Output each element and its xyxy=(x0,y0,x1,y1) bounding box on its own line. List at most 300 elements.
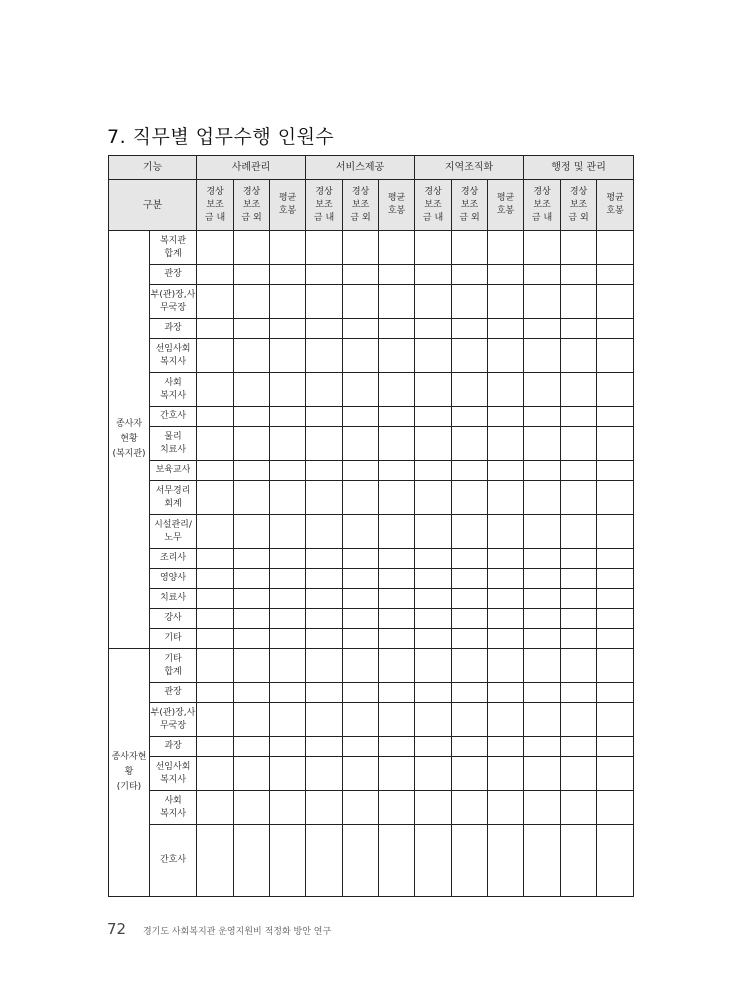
data-cell[interactable] xyxy=(415,373,452,407)
data-cell[interactable] xyxy=(379,791,415,825)
data-cell[interactable] xyxy=(524,461,561,481)
data-cell[interactable] xyxy=(306,373,343,407)
data-cell[interactable] xyxy=(379,549,415,569)
data-cell[interactable] xyxy=(452,319,488,339)
data-cell[interactable] xyxy=(306,589,343,609)
data-cell[interactable] xyxy=(488,825,524,897)
data-cell[interactable] xyxy=(452,649,488,683)
group-header-administration: 행정 및 관리 xyxy=(524,156,634,180)
data-cell[interactable] xyxy=(524,407,561,427)
data-cell[interactable] xyxy=(415,265,452,285)
row-label: 부(관)장,사 무국장 xyxy=(150,285,197,319)
data-cell[interactable] xyxy=(488,231,524,265)
data-cell[interactable] xyxy=(270,515,306,549)
data-cell[interactable] xyxy=(561,737,597,757)
data-cell[interactable] xyxy=(379,629,415,649)
data-cell[interactable] xyxy=(270,569,306,589)
data-cell[interactable] xyxy=(561,339,597,373)
data-cell[interactable] xyxy=(597,515,634,549)
data-cell[interactable] xyxy=(561,231,597,265)
data-cell[interactable] xyxy=(306,427,343,461)
data-cell[interactable] xyxy=(561,609,597,629)
data-cell[interactable] xyxy=(197,339,234,373)
data-cell[interactable] xyxy=(234,549,270,569)
data-cell[interactable] xyxy=(379,339,415,373)
data-cell[interactable] xyxy=(234,649,270,683)
data-cell[interactable] xyxy=(524,703,561,737)
data-cell[interactable] xyxy=(488,461,524,481)
data-cell[interactable] xyxy=(197,461,234,481)
data-cell[interactable] xyxy=(524,683,561,703)
data-cell[interactable] xyxy=(306,791,343,825)
data-cell[interactable] xyxy=(452,407,488,427)
data-cell[interactable] xyxy=(524,339,561,373)
data-cell[interactable] xyxy=(597,629,634,649)
data-cell[interactable] xyxy=(234,569,270,589)
data-cell[interactable] xyxy=(343,285,379,319)
data-cell[interactable] xyxy=(488,703,524,737)
data-cell[interactable] xyxy=(379,649,415,683)
sub-header-cell: 평균 호봉 xyxy=(270,180,306,231)
data-cell[interactable] xyxy=(488,569,524,589)
table-row xyxy=(109,407,634,427)
row-label: 기타 합계 xyxy=(150,649,197,683)
data-cell[interactable] xyxy=(415,737,452,757)
data-cell[interactable] xyxy=(415,427,452,461)
data-cell[interactable] xyxy=(452,629,488,649)
data-cell[interactable] xyxy=(379,481,415,515)
data-cell[interactable] xyxy=(597,683,634,703)
data-cell[interactable] xyxy=(597,373,634,407)
data-cell[interactable] xyxy=(561,319,597,339)
data-cell[interactable] xyxy=(561,461,597,481)
data-cell[interactable] xyxy=(306,231,343,265)
data-cell[interactable] xyxy=(488,339,524,373)
data-cell[interactable] xyxy=(306,265,343,285)
data-cell[interactable] xyxy=(306,549,343,569)
data-cell[interactable] xyxy=(524,629,561,649)
data-cell[interactable] xyxy=(234,407,270,427)
data-cell[interactable] xyxy=(597,427,634,461)
data-cell[interactable] xyxy=(197,589,234,609)
data-cell[interactable] xyxy=(452,569,488,589)
data-cell[interactable] xyxy=(488,737,524,757)
data-cell[interactable] xyxy=(270,549,306,569)
data-cell[interactable] xyxy=(234,461,270,481)
data-cell[interactable] xyxy=(197,703,234,737)
data-cell[interactable] xyxy=(306,285,343,319)
table-row xyxy=(109,609,634,629)
data-cell[interactable] xyxy=(306,569,343,589)
data-cell[interactable] xyxy=(379,569,415,589)
data-cell[interactable] xyxy=(270,683,306,703)
data-cell[interactable] xyxy=(452,373,488,407)
data-cell[interactable] xyxy=(379,683,415,703)
data-cell[interactable] xyxy=(452,683,488,703)
data-cell[interactable] xyxy=(597,569,634,589)
data-cell[interactable] xyxy=(270,589,306,609)
data-cell[interactable] xyxy=(524,481,561,515)
data-cell[interactable] xyxy=(306,339,343,373)
row-label: 영양사 xyxy=(150,569,197,589)
data-cell[interactable] xyxy=(597,231,634,265)
data-cell[interactable] xyxy=(415,703,452,737)
data-cell[interactable] xyxy=(452,481,488,515)
data-cell[interactable] xyxy=(306,461,343,481)
data-cell[interactable] xyxy=(415,319,452,339)
table-row xyxy=(109,683,634,703)
data-cell[interactable] xyxy=(234,757,270,791)
data-cell[interactable] xyxy=(415,649,452,683)
data-cell[interactable] xyxy=(415,757,452,791)
data-cell[interactable] xyxy=(197,265,234,285)
data-cell[interactable] xyxy=(488,757,524,791)
data-cell[interactable] xyxy=(561,549,597,569)
data-cell[interactable] xyxy=(415,549,452,569)
data-cell[interactable] xyxy=(561,427,597,461)
data-cell[interactable] xyxy=(379,609,415,629)
data-cell[interactable] xyxy=(488,589,524,609)
data-cell[interactable] xyxy=(597,737,634,757)
data-cell[interactable] xyxy=(197,231,234,265)
data-cell[interactable] xyxy=(379,703,415,737)
data-cell[interactable] xyxy=(379,589,415,609)
data-cell[interactable] xyxy=(306,757,343,791)
data-cell[interactable] xyxy=(379,825,415,897)
data-cell[interactable] xyxy=(343,791,379,825)
data-cell[interactable] xyxy=(597,285,634,319)
data-cell[interactable] xyxy=(561,703,597,737)
data-cell[interactable] xyxy=(197,791,234,825)
data-cell[interactable] xyxy=(561,825,597,897)
data-cell[interactable] xyxy=(597,407,634,427)
data-cell[interactable] xyxy=(306,825,343,897)
data-cell[interactable] xyxy=(561,481,597,515)
data-cell[interactable] xyxy=(415,569,452,589)
data-cell[interactable] xyxy=(197,629,234,649)
page-title: 7. 직무별 업무수행 인원수 xyxy=(107,126,335,148)
data-cell[interactable] xyxy=(379,407,415,427)
data-cell[interactable] xyxy=(270,629,306,649)
data-cell[interactable] xyxy=(234,319,270,339)
data-cell[interactable] xyxy=(270,373,306,407)
data-cell[interactable] xyxy=(343,339,379,373)
data-cell[interactable] xyxy=(234,629,270,649)
data-cell[interactable] xyxy=(415,791,452,825)
data-cell[interactable] xyxy=(415,825,452,897)
data-cell[interactable] xyxy=(488,373,524,407)
data-cell[interactable] xyxy=(270,319,306,339)
data-cell[interactable] xyxy=(379,231,415,265)
data-cell[interactable] xyxy=(379,427,415,461)
data-cell[interactable] xyxy=(343,629,379,649)
data-cell[interactable] xyxy=(452,461,488,481)
data-cell[interactable] xyxy=(561,265,597,285)
data-cell[interactable] xyxy=(524,515,561,549)
data-cell[interactable] xyxy=(197,373,234,407)
data-cell[interactable] xyxy=(197,757,234,791)
row-label: 관장 xyxy=(150,683,197,703)
data-cell[interactable] xyxy=(197,649,234,683)
data-cell[interactable] xyxy=(270,791,306,825)
data-cell[interactable] xyxy=(197,737,234,757)
data-cell[interactable] xyxy=(524,319,561,339)
data-cell[interactable] xyxy=(597,791,634,825)
data-cell[interactable] xyxy=(197,609,234,629)
data-cell[interactable] xyxy=(597,481,634,515)
data-cell[interactable] xyxy=(197,319,234,339)
data-cell[interactable] xyxy=(597,609,634,629)
data-cell[interactable] xyxy=(524,549,561,569)
data-cell[interactable] xyxy=(524,427,561,461)
data-cell[interactable] xyxy=(270,703,306,737)
data-cell[interactable] xyxy=(561,649,597,683)
data-cell[interactable] xyxy=(524,649,561,683)
data-cell[interactable] xyxy=(524,373,561,407)
data-cell[interactable] xyxy=(343,569,379,589)
data-cell[interactable] xyxy=(343,407,379,427)
data-cell[interactable] xyxy=(234,609,270,629)
data-cell[interactable] xyxy=(488,609,524,629)
data-cell[interactable] xyxy=(415,407,452,427)
data-cell[interactable] xyxy=(270,609,306,629)
data-cell[interactable] xyxy=(561,683,597,703)
data-cell[interactable] xyxy=(488,285,524,319)
data-cell[interactable] xyxy=(197,683,234,703)
data-cell[interactable] xyxy=(488,407,524,427)
data-cell[interactable] xyxy=(524,265,561,285)
table-row xyxy=(109,549,634,569)
data-cell[interactable] xyxy=(597,589,634,609)
data-cell[interactable] xyxy=(488,549,524,569)
data-cell[interactable] xyxy=(597,265,634,285)
data-cell[interactable] xyxy=(234,589,270,609)
data-cell[interactable] xyxy=(379,461,415,481)
table-row xyxy=(109,231,634,265)
data-cell[interactable] xyxy=(488,515,524,549)
data-cell[interactable] xyxy=(561,757,597,791)
function-header: 기능 xyxy=(109,156,197,180)
data-cell[interactable] xyxy=(597,703,634,737)
data-cell[interactable] xyxy=(343,703,379,737)
data-cell[interactable] xyxy=(234,285,270,319)
sub-header-cell: 경상 보조 금 내 xyxy=(306,180,343,231)
data-cell[interactable] xyxy=(343,589,379,609)
data-cell[interactable] xyxy=(452,265,488,285)
data-cell[interactable] xyxy=(561,791,597,825)
data-cell[interactable] xyxy=(234,737,270,757)
data-cell[interactable] xyxy=(270,265,306,285)
data-cell[interactable] xyxy=(379,515,415,549)
data-cell[interactable] xyxy=(234,703,270,737)
data-cell[interactable] xyxy=(306,319,343,339)
table-row xyxy=(109,737,634,757)
data-cell[interactable] xyxy=(452,549,488,569)
data-cell[interactable] xyxy=(197,569,234,589)
data-cell[interactable] xyxy=(343,265,379,285)
data-cell[interactable] xyxy=(343,683,379,703)
data-cell[interactable] xyxy=(270,461,306,481)
data-cell[interactable] xyxy=(415,609,452,629)
data-cell[interactable] xyxy=(415,461,452,481)
data-cell[interactable] xyxy=(270,407,306,427)
data-cell[interactable] xyxy=(488,481,524,515)
data-cell[interactable] xyxy=(415,231,452,265)
data-cell[interactable] xyxy=(379,373,415,407)
group-header-case-management: 사례관리 xyxy=(197,156,306,180)
data-cell[interactable] xyxy=(306,481,343,515)
data-cell[interactable] xyxy=(597,825,634,897)
data-cell[interactable] xyxy=(524,285,561,319)
data-cell[interactable] xyxy=(270,427,306,461)
data-cell[interactable] xyxy=(488,629,524,649)
data-cell[interactable] xyxy=(524,609,561,629)
data-cell[interactable] xyxy=(306,515,343,549)
data-cell[interactable] xyxy=(197,427,234,461)
data-cell[interactable] xyxy=(415,339,452,373)
data-cell[interactable] xyxy=(452,609,488,629)
data-cell[interactable] xyxy=(597,757,634,791)
data-cell[interactable] xyxy=(452,703,488,737)
data-cell[interactable] xyxy=(306,683,343,703)
data-cell[interactable] xyxy=(343,319,379,339)
data-cell[interactable] xyxy=(343,231,379,265)
data-cell[interactable] xyxy=(524,231,561,265)
table-row xyxy=(109,703,634,737)
data-cell[interactable] xyxy=(270,231,306,265)
data-cell[interactable] xyxy=(234,231,270,265)
data-cell[interactable] xyxy=(452,427,488,461)
data-cell[interactable] xyxy=(379,757,415,791)
data-cell[interactable] xyxy=(561,407,597,427)
data-cell[interactable] xyxy=(343,609,379,629)
data-cell[interactable] xyxy=(197,285,234,319)
data-cell[interactable] xyxy=(343,825,379,897)
data-cell[interactable] xyxy=(343,461,379,481)
data-cell[interactable] xyxy=(234,515,270,549)
data-cell[interactable] xyxy=(343,737,379,757)
data-cell[interactable] xyxy=(597,461,634,481)
data-cell[interactable] xyxy=(270,757,306,791)
table-row xyxy=(109,265,634,285)
data-cell[interactable] xyxy=(379,265,415,285)
data-cell[interactable] xyxy=(343,481,379,515)
data-cell[interactable] xyxy=(597,319,634,339)
data-cell[interactable] xyxy=(415,589,452,609)
data-cell[interactable] xyxy=(524,737,561,757)
data-cell[interactable] xyxy=(488,265,524,285)
table-row xyxy=(109,629,634,649)
data-cell[interactable] xyxy=(343,515,379,549)
data-cell[interactable] xyxy=(379,319,415,339)
data-cell[interactable] xyxy=(270,481,306,515)
data-cell[interactable] xyxy=(452,589,488,609)
data-cell[interactable] xyxy=(488,319,524,339)
data-cell[interactable] xyxy=(343,757,379,791)
data-cell[interactable] xyxy=(343,427,379,461)
data-cell[interactable] xyxy=(452,339,488,373)
data-cell[interactable] xyxy=(197,825,234,897)
data-cell[interactable] xyxy=(306,629,343,649)
data-cell[interactable] xyxy=(524,757,561,791)
data-cell[interactable] xyxy=(343,373,379,407)
data-cell[interactable] xyxy=(452,515,488,549)
data-cell[interactable] xyxy=(343,649,379,683)
data-cell[interactable] xyxy=(488,427,524,461)
data-cell[interactable] xyxy=(270,649,306,683)
data-cell[interactable] xyxy=(234,825,270,897)
data-cell[interactable] xyxy=(452,285,488,319)
data-cell[interactable] xyxy=(234,683,270,703)
data-cell[interactable] xyxy=(197,549,234,569)
group-header-service-provision: 서비스제공 xyxy=(306,156,415,180)
data-cell[interactable] xyxy=(488,683,524,703)
data-cell[interactable] xyxy=(452,757,488,791)
data-cell[interactable] xyxy=(234,791,270,825)
data-cell[interactable] xyxy=(561,285,597,319)
data-cell[interactable] xyxy=(524,825,561,897)
data-cell[interactable] xyxy=(597,339,634,373)
data-cell[interactable] xyxy=(306,649,343,683)
data-cell[interactable] xyxy=(343,549,379,569)
data-cell[interactable] xyxy=(561,629,597,649)
data-cell[interactable] xyxy=(379,737,415,757)
data-cell[interactable] xyxy=(452,791,488,825)
data-cell[interactable] xyxy=(452,737,488,757)
data-cell[interactable] xyxy=(306,703,343,737)
data-cell[interactable] xyxy=(561,569,597,589)
data-cell[interactable] xyxy=(270,285,306,319)
data-cell[interactable] xyxy=(306,407,343,427)
data-cell[interactable] xyxy=(270,737,306,757)
data-cell[interactable] xyxy=(524,791,561,825)
data-cell[interactable] xyxy=(270,339,306,373)
data-cell[interactable] xyxy=(306,609,343,629)
data-cell[interactable] xyxy=(306,737,343,757)
row-label: 보육교사 xyxy=(150,461,197,481)
data-cell[interactable] xyxy=(561,515,597,549)
data-cell[interactable] xyxy=(488,791,524,825)
data-cell[interactable] xyxy=(452,825,488,897)
data-cell[interactable] xyxy=(234,427,270,461)
data-cell[interactable] xyxy=(234,481,270,515)
data-cell[interactable] xyxy=(415,515,452,549)
data-cell[interactable] xyxy=(561,373,597,407)
data-cell[interactable] xyxy=(270,825,306,897)
data-cell[interactable] xyxy=(234,373,270,407)
data-cell[interactable] xyxy=(597,649,634,683)
data-cell[interactable] xyxy=(524,569,561,589)
sub-header-cell: 경상 보조 금 외 xyxy=(343,180,379,231)
data-cell[interactable] xyxy=(415,683,452,703)
data-cell[interactable] xyxy=(197,481,234,515)
data-cell[interactable] xyxy=(524,589,561,609)
row-label: 사회 복지사 xyxy=(150,373,197,407)
data-cell[interactable] xyxy=(234,339,270,373)
data-cell[interactable] xyxy=(597,549,634,569)
data-cell[interactable] xyxy=(561,589,597,609)
data-cell[interactable] xyxy=(197,407,234,427)
data-cell[interactable] xyxy=(488,649,524,683)
data-cell[interactable] xyxy=(415,285,452,319)
data-cell[interactable] xyxy=(234,265,270,285)
data-cell[interactable] xyxy=(415,481,452,515)
data-cell[interactable] xyxy=(452,231,488,265)
data-cell[interactable] xyxy=(415,629,452,649)
data-cell[interactable] xyxy=(197,515,234,549)
table-row xyxy=(109,373,634,407)
data-cell[interactable] xyxy=(379,285,415,319)
